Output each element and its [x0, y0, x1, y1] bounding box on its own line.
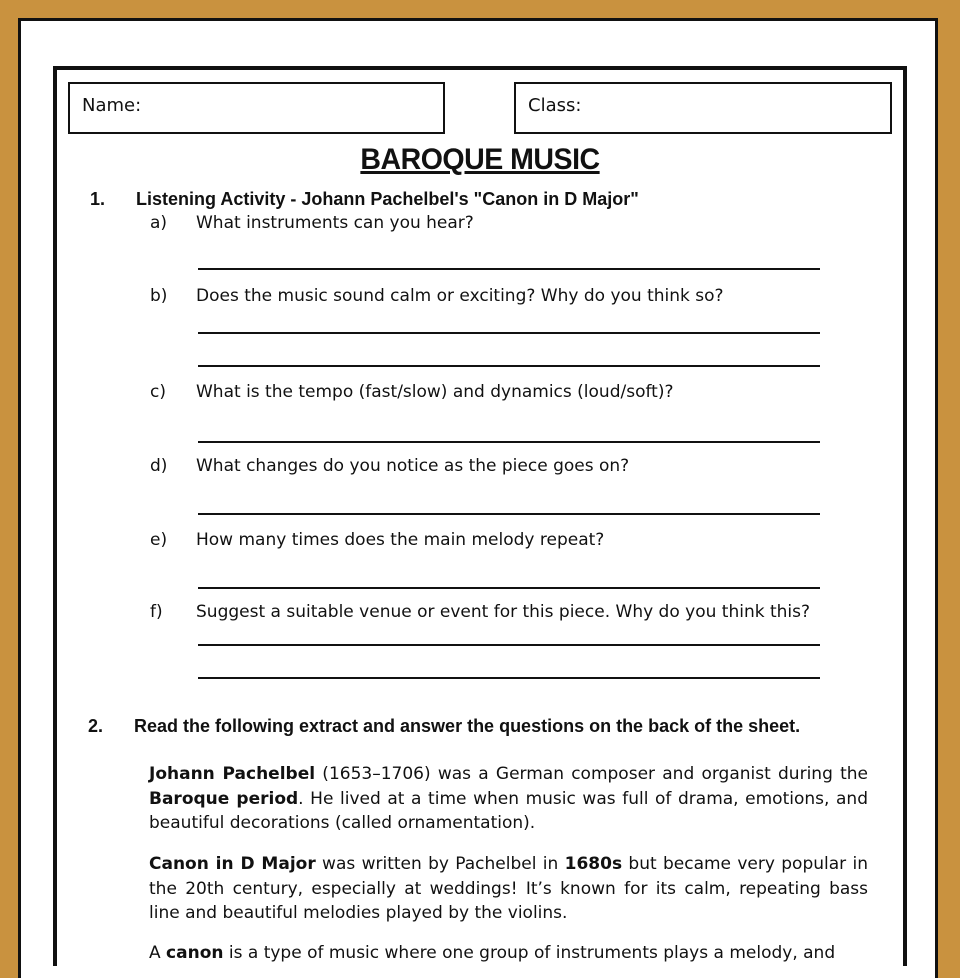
question-letter: a)	[150, 213, 168, 233]
composition-date: 1680s	[564, 854, 623, 874]
class-field[interactable]	[514, 82, 892, 134]
paragraph-text: but became very popular in the 20th century, especially at weddings! It’s known for its calm, repeating bass line and beautiful melodies played by the violins.	[149, 854, 868, 923]
question-text: How many times does the main melody repeat?	[196, 530, 605, 550]
answer-line[interactable]	[198, 587, 820, 589]
paragraph-text: was written by Pachelbel in	[315, 854, 565, 874]
paragraph-text: is a type of music where one group of instruments plays a melody, and	[223, 943, 836, 963]
name-field[interactable]	[68, 82, 445, 134]
page-title: BAROQUE MUSIC	[360, 143, 600, 176]
section-2-title: Read the following extract and answer the questions on the back of the sheet.	[134, 716, 801, 736]
question-text: Does the music sound calm or exciting? Why do you think so?	[196, 286, 724, 306]
piece-name: Canon in D Major	[149, 854, 316, 874]
question-letter: c)	[150, 382, 166, 402]
paragraph-text: . He lived at a time when music was full of drama, emotions, and beautiful decorations (called ornamentation).	[149, 788, 868, 833]
extract-paragraph-2	[149, 852, 868, 926]
answer-line[interactable]	[198, 365, 820, 367]
section-2-number: 2.	[88, 716, 104, 736]
answer-line[interactable]	[198, 441, 820, 443]
extract-paragraph-3	[149, 941, 868, 966]
question-text: Suggest a suitable venue or event for this piece. Why do you think this?	[196, 602, 811, 622]
question-letter: f)	[150, 602, 163, 622]
question-text: What changes do you notice as the piece goes on?	[196, 456, 630, 476]
question-text: What is the tempo (fast/slow) and dynamics (loud/soft)?	[196, 382, 674, 402]
name-label: Name:	[82, 95, 142, 116]
canon-term: canon	[166, 943, 224, 963]
question-letter: e)	[150, 530, 168, 550]
period-name: Baroque period	[149, 788, 299, 809]
section-1-number: 1.	[90, 189, 106, 209]
section-1-title: Listening Activity - Johann Pachelbel's "Canon in D Major"	[136, 189, 639, 209]
question-text: What instruments can you hear?	[196, 213, 474, 233]
extract-paragraph-1	[149, 762, 868, 836]
paragraph-text: A	[149, 943, 167, 963]
answer-line[interactable]	[198, 513, 820, 515]
answer-line[interactable]	[198, 268, 820, 270]
answer-line[interactable]	[198, 644, 820, 646]
answer-line[interactable]	[198, 677, 820, 679]
composer-name: Johann Pachelbel	[149, 764, 316, 784]
answer-line[interactable]	[198, 332, 820, 334]
class-label: Class:	[528, 95, 582, 116]
question-letter: b)	[150, 286, 168, 306]
paragraph-text: (1653–1706) was a German composer and organist during the	[315, 764, 868, 784]
question-letter: d)	[150, 456, 168, 476]
